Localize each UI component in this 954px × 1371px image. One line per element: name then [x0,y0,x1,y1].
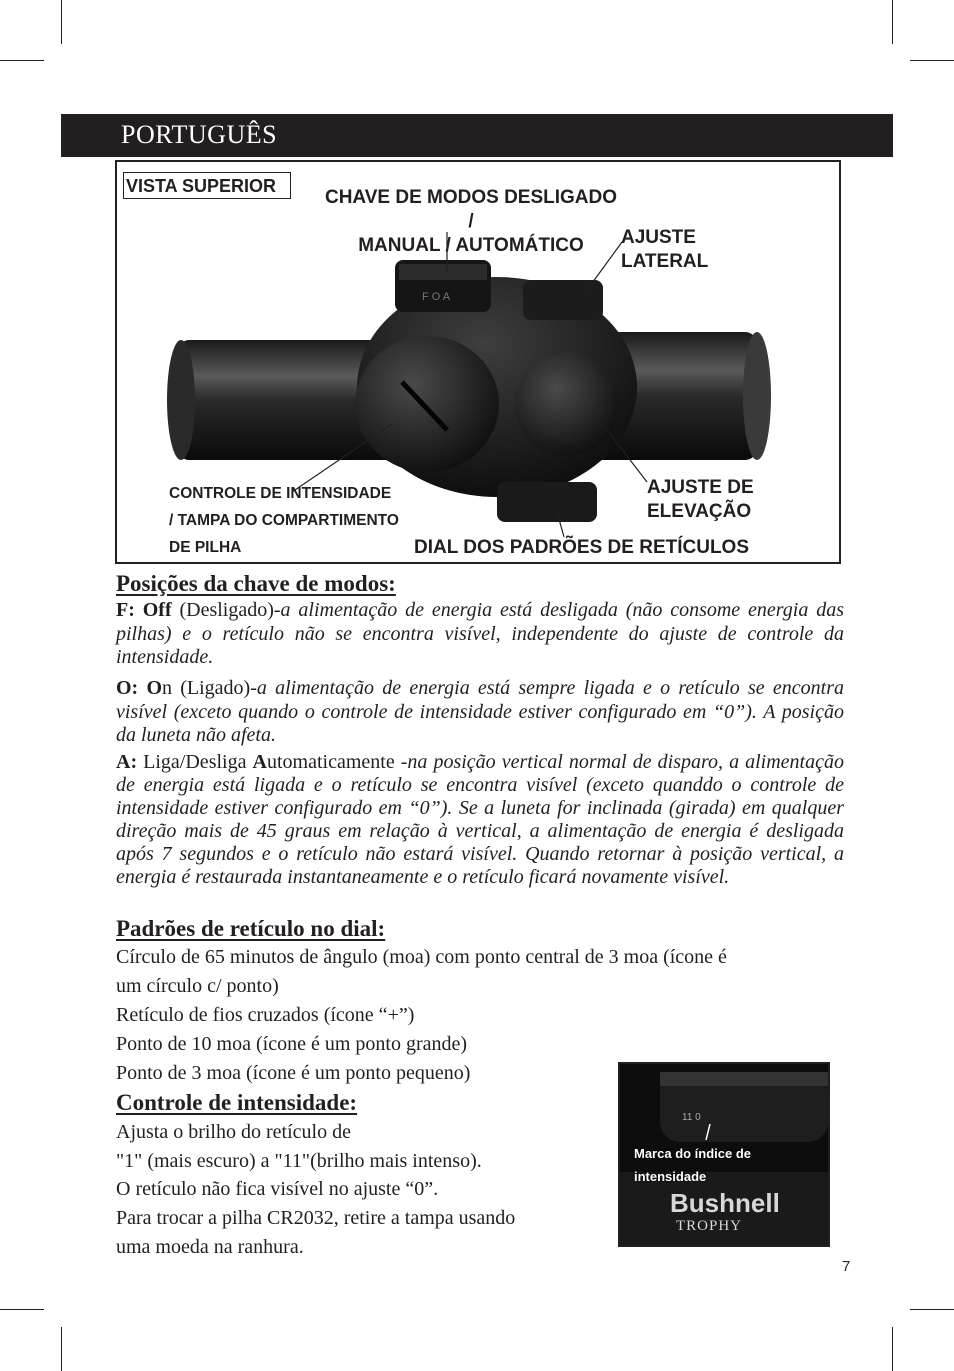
scope-top-view-figure [115,160,841,564]
intensity-section-title: Controle de intensidade: [116,1090,358,1115]
intensity-line: O retículo não fica visível no ajuste “0”. [116,1178,439,1200]
mode-a-name: A [252,751,267,773]
reticle-line: Ponto de 10 moa (ícone é um ponto grande) [116,1033,468,1055]
crop-mark [892,0,893,44]
mode-a-name-rest: utomaticamente [266,751,395,773]
mode-o-paragraph [116,677,844,748]
callout-reticle-dial: DIAL DOS PADRÕES DE RETÍCULOS [414,537,749,558]
reticle-line: Retículo de fios cruzados (ícone “+”) [116,1004,415,1026]
mode-a-key: A: [116,751,138,773]
inset-sub-brand: TROPHY [676,1218,743,1234]
reticle-line: Círculo de 65 minutos de ângulo (moa) com ponto central de 3 moa (ícone é [116,946,727,968]
mode-a-name-pre: Liga/Desliga [137,751,253,773]
callout-mode-switch: CHAVE DE MODOS DESLIGADO / MANUAL / AUTOMÁTICO [324,187,618,256]
inset-brand: Bushnell [670,1188,780,1218]
crop-mark [0,1309,44,1310]
crop-mark [61,1327,62,1371]
mode-o-desc: -a alimentação de energia está sempre ligada e o retículo se encontra visível (exceto quando o controle de intensidade estiver configurado em “0”). A posição da luneta não afeta. [116,677,845,746]
language-title: PORTUGUÊS [121,120,278,149]
reticle-section-title: Padrões de retículo no dial: [116,916,386,941]
mode-o-name-rest: n (Ligado) [162,677,251,699]
mode-a-paragraph [116,751,844,889]
crop-mark [892,1327,893,1371]
crop-mark [910,1309,954,1310]
mode-section-title: Posições da chave de modos: [116,571,396,596]
mode-f-key: F: [116,599,135,621]
mode-f-desc: -a alimentação de energia está desligada (não consome energia das pilhas) e o retículo não se encontra visível, independente do ajuste de controle da intensidade. [116,599,844,668]
reticle-line: um círculo c/ ponto) [116,975,279,997]
mode-o-key: O: [116,677,139,699]
intensity-index-photo [618,1062,830,1247]
mode-o-name: O [146,677,163,699]
callout-intensity: CONTROLE DE INTENSIDADE / TAMPA DO COMPARTIMENTO DE PILHA [169,485,399,556]
page-number: 7 [842,1258,851,1275]
intensity-index-label: Marca do índice de intensidade [634,1146,752,1184]
callout-elevation: AJUSTE DE ELEVAÇÃO [647,477,754,522]
reticle-line: Ponto de 3 moa (ícone é um ponto pequeno) [116,1062,471,1084]
inset-dial-numbers: 11 0 [682,1112,701,1123]
view-label: VISTA SUPERIOR [123,172,291,199]
section-header [61,114,893,157]
crop-mark [61,0,62,44]
intensity-line: Para trocar a pilha CR2032, retire a tampa usando [116,1207,516,1229]
intensity-line: uma moeda na ranhura. [116,1236,304,1258]
intensity-line: Ajusta o brilho do retículo de [116,1121,351,1143]
mode-f-name: Off [142,599,172,621]
intensity-line: "1" (mais escuro) a "11"(brilho mais intenso). [116,1150,482,1172]
mode-f-name-rest: (Desligado) [171,599,274,621]
mode-f-paragraph [116,599,844,670]
crop-mark [0,60,44,61]
crop-mark [910,60,954,61]
mode-dial-letters: F O A [422,291,451,303]
callout-windage: AJUSTE LATERAL [621,227,709,272]
mode-a-desc: -na posição vertical normal de disparo, a alimentação de energia está ligada e o retículo se encontra visível (exceto quanddo o controle de intensidade estiver configurado em “0”). Se a luneta for inclinada (girada) em qualquer direção mais de 45 graus em relação à vertical, a alimentação de energia é desligada após 7 segundos e o retículo não estará visível. Quando retornar à posição vertical, a energia é restaurada instantaneamente e o retículo ficará novamente visível. [116,751,844,888]
